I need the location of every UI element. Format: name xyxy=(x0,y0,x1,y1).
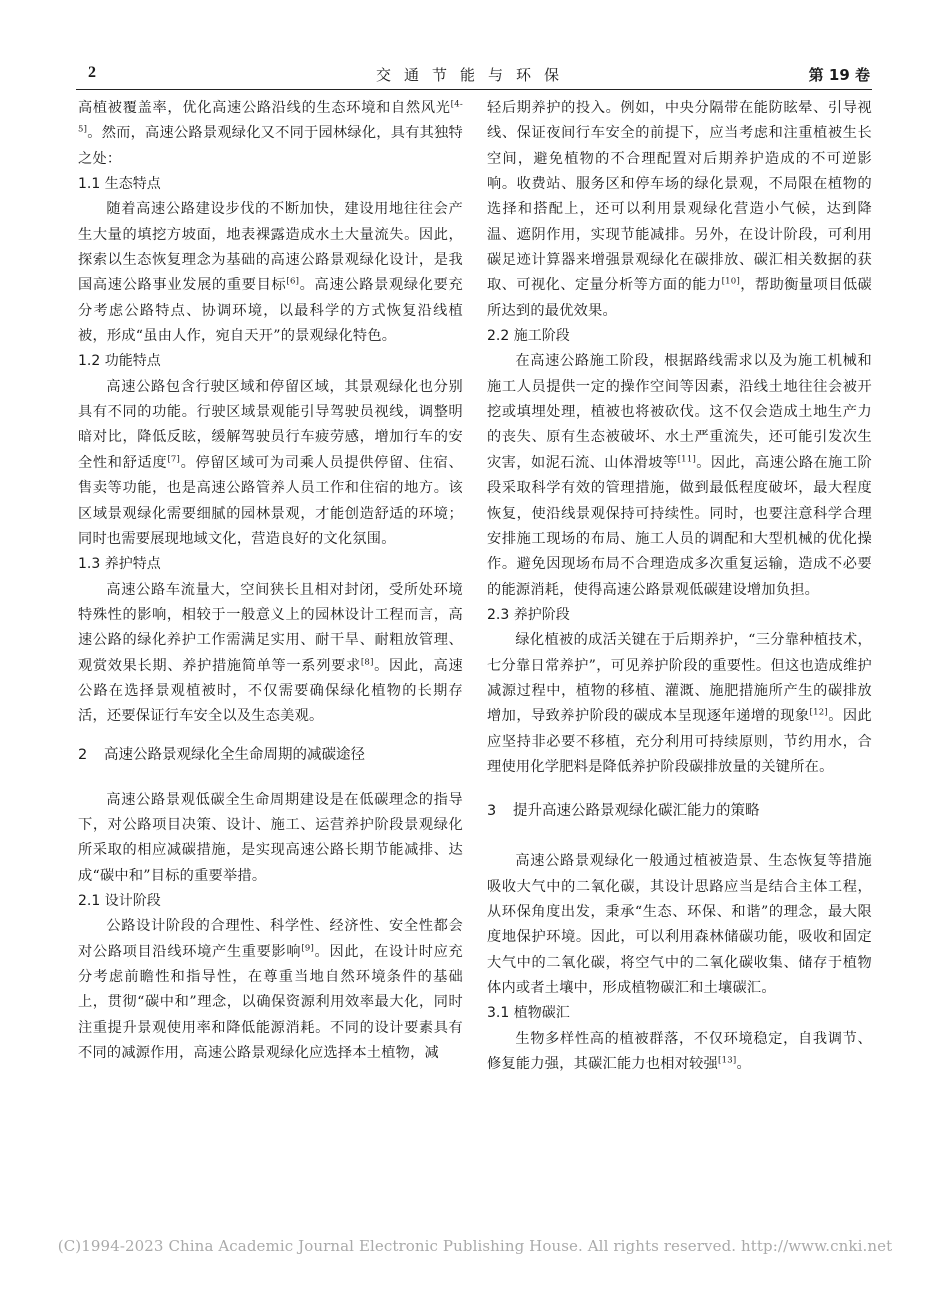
paragraph-2-2: 在高速公路施工阶段，根据路线需求以及为施工机械和施工人员提供一定的操作空间等因素，沿线土地往往会被开挖或填埋处理，植被也将被砍伐。这不仅会造成土地生产力的丧失、原有生态被破坏、水土严重流失，还可能引发次生灾害，如泥石流、山体滑坡等[11]。因此，高速公路在施工阶段采取科学有效的管理措施，做到最低程度破坏，最大程度恢复，使沿线景观保持可持续性。同时，也要注意科学合理安排施工现场的布局、施工人员的调配和大型机械的优化操作。避免因现场布局不合理造成多次重复运输，造成不必要的能源消耗，使得高速公路景观低碳建设增加负担。 xyxy=(487,353,872,598)
page-header xyxy=(76,60,872,88)
paragraph-3-1: 生物多样性高的植被群落，不仅环境稳定，自我调节、修复能力强，其碳汇能力也相对较强[13]。 xyxy=(487,1030,872,1073)
paragraph-1-2: 高速公路包含行驶区域和停留区域，其景观绿化也分别具有不同的功能。行驶区域景观能引导驾驶员视线，调整明暗对比，降低反眩，缓解驾驶员行车疲劳感，增加行车的安全性和舒适度[7]。停留区域可为司乘人员提供停留、住宿、售卖等功能，也是高速公路管养人员工作和住宿的地方。该区域景观绿化需要细腻的园林景观，才能创造舒适的环境；同时也需要展现地域文化，营造良好的文化氛围。 xyxy=(78,378,463,547)
paragraph-1-1: 随着高速公路建设步伐的不断加快，建设用地往往会产生大量的填挖方坡面，地表裸露造成水土大量流失。因此，探索以生态恢复理念为基础的高速公路景观绿化设计，是我国高速公路事业发展的重要目标[6]。高速公路景观绿化要充分考虑公路特点、协调环境，以最科学的方式恢复沿线植被，形成“虽由人作，宛自天开”的景观绿化特色。 xyxy=(78,201,463,345)
citation: [7] xyxy=(167,454,181,465)
heading-1-1: 1.1 生态特点 xyxy=(78,176,161,193)
heading-3-1: 3.1 植物碳汇 xyxy=(487,1005,570,1022)
header-rule xyxy=(76,89,872,90)
heading-2-2: 2.2 施工阶段 xyxy=(487,328,570,345)
citation: [8] xyxy=(360,656,374,667)
paragraph-3: 高速公路景观绿化一般通过植被造景、生态恢复等措施吸收大气中的二氧化碳，其设计思路应当是结合主体工程，从环保角度出发，秉承“生态、环保、和谐”的理念，最大限度地保护环境。因此，可以利用森林储碳功能，吸收和固定大气中的二氧化碳，将空气中的二氧化碳收集、储存于植物体内或者土壤中，形成植物碳汇和土壤碳汇。 xyxy=(487,853,872,996)
continued-paragraph: 轻后期养护的投入。例如，中央分隔带在能防眩晕、引导视线、保证夜间行车安全的前提下，应当考虑和注重植被生长空间，避免植物的不合理配置对后期养护造成的不可逆影响。收费站、服务区和停车场的绿化景观，不局限在植物的选择和搭配上，还可以利用景观绿化营造小气候，达到降温、遮阴作用，实现节能减排。另外，在设计阶段，可利用碳足迹计算器来增强景观绿化在碳排放、碳汇相关数据的获取、可视化、定量分析等方面的能力[10]，帮助衡量项目低碳所达到的最优效果。 xyxy=(487,100,872,319)
volume-label: 第 19 卷 xyxy=(808,66,870,84)
paragraph-1-3: 高速公路车流量大，空间狭长且相对封闭，受所处环境特殊性的影响，相较于一般意义上的园林设计工程而言，高速公路的绿化养护工作需满足实用、耐干旱、耐粗放管理、观赏效果长期、养护措施简单等一系列要求[8]。因此，高速公路在选择景观植被时，不仅需要确保绿化植物的长期存活，还要保证行车安全以及生态美观。 xyxy=(78,581,463,725)
heading-1-3: 1.3 养护特点 xyxy=(78,556,161,573)
paragraph-2-1: 公路设计阶段的合理性、科学性、经济性、安全性都会对公路项目沿线环境产生重要影响[9]。因此，在设计时应充分考虑前瞻性和指导性，在尊重当地自然环境条件的基础上，贯彻“碳中和”理念，以确保资源利用效率最大化，同时注重提升景观使用率和降低能源消耗。不同的设计要素具有不同的减源作用，高速公路景观绿化应选择本土植物，减 xyxy=(78,918,463,1062)
citation: [4-5] xyxy=(78,99,463,135)
citation: [6] xyxy=(286,276,300,287)
paragraph-2: 高速公路景观低碳全生命周期建设是在低碳理念的指导下，对公路项目决策、设计、施工、运营养护阶段景观绿化所采取的相应减碳措施，是实现高速公路长期节能减排、达成“碳中和”目标的重要举措。 xyxy=(78,791,463,884)
right-column xyxy=(487,96,872,1077)
journal-title: 交通节能与环保 xyxy=(375,66,572,84)
copyright-footer: (C)1994-2023 China Academic Journal Electronic Publishing House. All rights reserved. http://www.cnki.net xyxy=(57,1237,893,1255)
heading-2-1: 2.1 设计阶段 xyxy=(78,892,161,909)
heading-2: 2 高速公路景观绿化全生命周期的减碳途径 xyxy=(78,746,365,763)
citation: [10] xyxy=(721,276,741,287)
intro-paragraph: 高植被覆盖率，优化高速公路沿线的生态环境和自然风光[4-5]。然而，高速公路景观绿化又不同于园林绿化，具有其独特之处： xyxy=(78,99,463,167)
heading-3: 3 提升高速公路景观绿化碳汇能力的策略 xyxy=(487,803,760,820)
left-column xyxy=(78,96,463,1066)
page-number: 2 xyxy=(88,64,96,81)
heading-1-2: 1.2 功能特点 xyxy=(78,353,161,370)
citation: [11] xyxy=(677,454,697,465)
citation: [13] xyxy=(718,1055,737,1066)
citation: [9] xyxy=(301,942,315,953)
paragraph-2-3: 绿化植被的成活关键在于后期养护，“三分靠种植技术，七分靠日常养护”，可见养护阶段的重要性。但这也造成维护减源过程中，植物的移植、灌溉、施肥措施所产生的碳排放增加，导致养护阶段的碳成本呈现逐年递增的现象[12]。因此应坚持非必要不移植，充分利用可持续原则，节约用水，合理使用化学肥料是降低养护阶段碳排放量的关键所在。 xyxy=(487,632,872,775)
citation: [12] xyxy=(809,707,828,718)
heading-2-3: 2.3 养护阶段 xyxy=(487,606,570,623)
